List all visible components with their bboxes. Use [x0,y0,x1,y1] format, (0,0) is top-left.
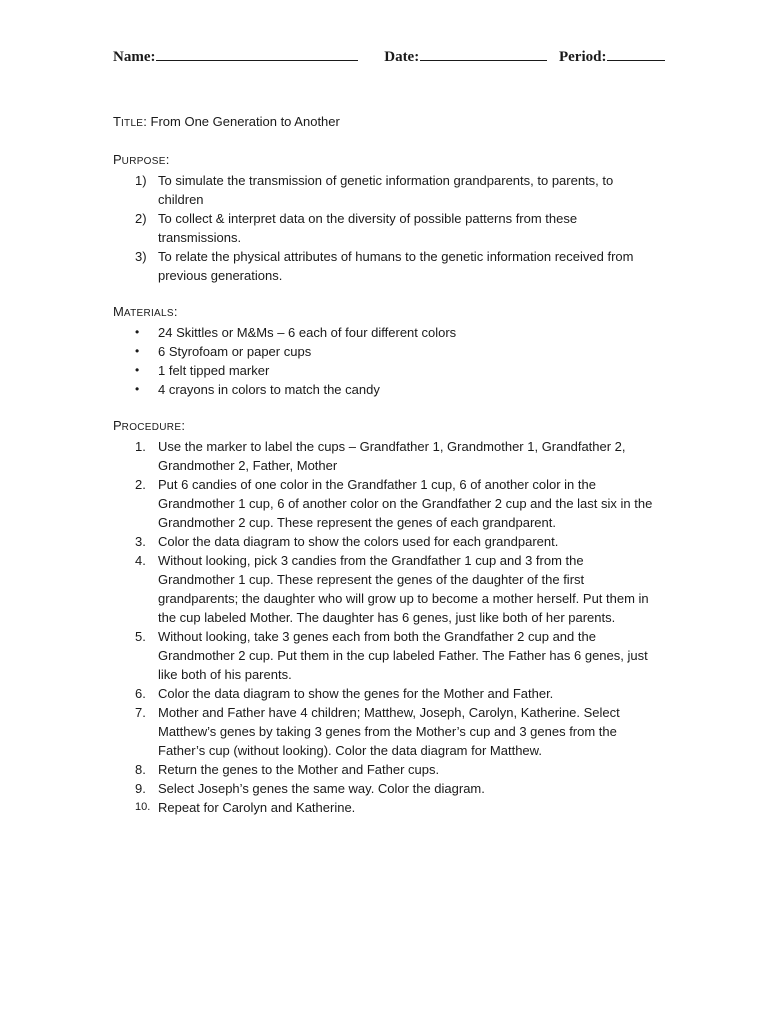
name-label: Name: [113,49,156,65]
list-item-text: 1 felt tipped marker [158,363,270,378]
purpose-heading-colon: : [165,152,170,167]
list-item [113,323,658,342]
list-item [113,209,658,247]
list-item-text: Without looking, pick 3 candies from the Grandfather 1 cup and 3 from the Grandmother 1 cup. These represent the genes of the daughter of the first grandparents; the daughter who will grow up to become a mother herself. Put them in the cup labeled Mother. The daughter has 6 genes, just like both of her parents. [158,553,649,625]
list-item [113,760,658,779]
list-marker: 6. [135,686,146,701]
name-blank-line[interactable] [156,46,358,61]
list-item-text: Color the data diagram to show the genes for the Mother and Father. [158,686,554,701]
bullet-icon: • [135,382,140,396]
period-label: Period: [558,49,607,65]
list-item [113,342,658,361]
period-blank-line[interactable] [607,46,665,61]
procedure-heading-rest: ROCEDURE [121,422,182,433]
list-item [113,437,658,475]
procedure-list [113,437,658,817]
list-item [113,798,658,817]
materials-heading-colon: : [173,304,178,319]
list-item-text: Color the data diagram to show the colors used for each grandparent. [158,534,559,549]
list-marker: 1. [135,439,146,454]
student-info-header [113,46,665,66]
list-item [113,627,658,684]
list-item-text: To simulate the transmission of genetic information grandparents, to parents, to children [158,173,614,207]
procedure-heading-colon: : [181,418,185,433]
list-item [113,475,658,532]
list-item-text: Repeat for Carolyn and Katherine. [158,800,356,815]
bullet-icon: • [135,363,140,377]
list-item [113,532,658,551]
materials-heading-initial: M [113,304,124,319]
list-item [113,361,658,380]
list-marker: 10. [135,801,151,813]
title-text: From One Generation to Another [146,114,340,129]
list-item-text: Without looking, take 3 genes each from both the Grandfather 2 cup and the Grandmother 2 cup. Put them in the cup labeled Father. The Father has 6 genes, just like both of his parents. [158,629,648,682]
list-marker: 1) [135,173,147,188]
list-item [113,684,658,703]
date-blank-line[interactable] [420,46,547,61]
list-marker: 4. [135,553,146,568]
bullet-icon: • [135,325,140,339]
list-item-text: 6 Styrofoam or paper cups [158,344,312,359]
purpose-list [113,171,658,285]
list-marker: 3) [135,249,147,264]
list-marker: 8. [135,762,146,777]
purpose-heading [113,150,658,171]
procedure-heading-initial: P [113,418,122,433]
list-marker: 3. [135,534,146,549]
list-item [113,380,658,399]
list-marker: 9. [135,781,146,796]
list-item-text: 24 Skittles or M&Ms – 6 each of four different colors [158,325,457,340]
list-item [113,551,658,627]
list-item [113,247,658,285]
title-heading-initial: T [113,114,121,129]
list-item-text: To collect & interpret data on the diversity of possible patterns from these transmissions. [158,211,578,245]
list-item-text: Use the marker to label the cups – Grandfather 1, Grandmother 1, Grandfather 2, Grandmother 2, Father, Mother [158,439,626,473]
bullet-icon: • [135,344,140,358]
list-item [113,779,658,798]
list-marker: 2) [135,211,147,226]
list-marker: 5. [135,629,146,644]
materials-heading [113,302,658,323]
materials-list [113,323,658,399]
list-item-text: To relate the physical attributes of humans to the genetic information received from previous generations. [158,249,634,283]
title-line [113,112,658,133]
list-item-text: 4 crayons in colors to match the candy [158,382,380,397]
list-item-text: Mother and Father have 4 children; Matthew, Joseph, Carolyn, Katherine. Select Matthew’s genes by taking 3 genes from the Mother’s cup and 3 genes from the Father’s cup (without looking). Color the data diagram for Matthew. [158,705,620,758]
list-marker: 2. [135,477,146,492]
materials-heading-rest: ATERIALS [123,308,174,319]
purpose-heading-initial: P [113,152,122,167]
worksheet-content [113,112,658,817]
list-item-text: Return the genes to the Mother and Father cups. [158,762,440,777]
list-item-text: Put 6 candies of one color in the Grandfather 1 cup, 6 of another color in the Grandmother 1 cup, 6 of another color on the Grandfather 2 cup and the last six in the Grandmother 2 cup. These represent the genes of each grandparent. [158,477,653,530]
date-label: Date: [384,49,420,65]
title-heading-colon: : [143,114,147,129]
list-item [113,171,658,209]
procedure-heading [113,416,658,437]
title-heading-rest: ITLE [120,118,144,129]
list-item [113,703,658,760]
list-marker: 7. [135,705,146,720]
purpose-heading-rest: URPOSE [121,156,166,167]
list-item-text: Select Joseph’s genes the same way. Color the diagram. [158,781,485,796]
